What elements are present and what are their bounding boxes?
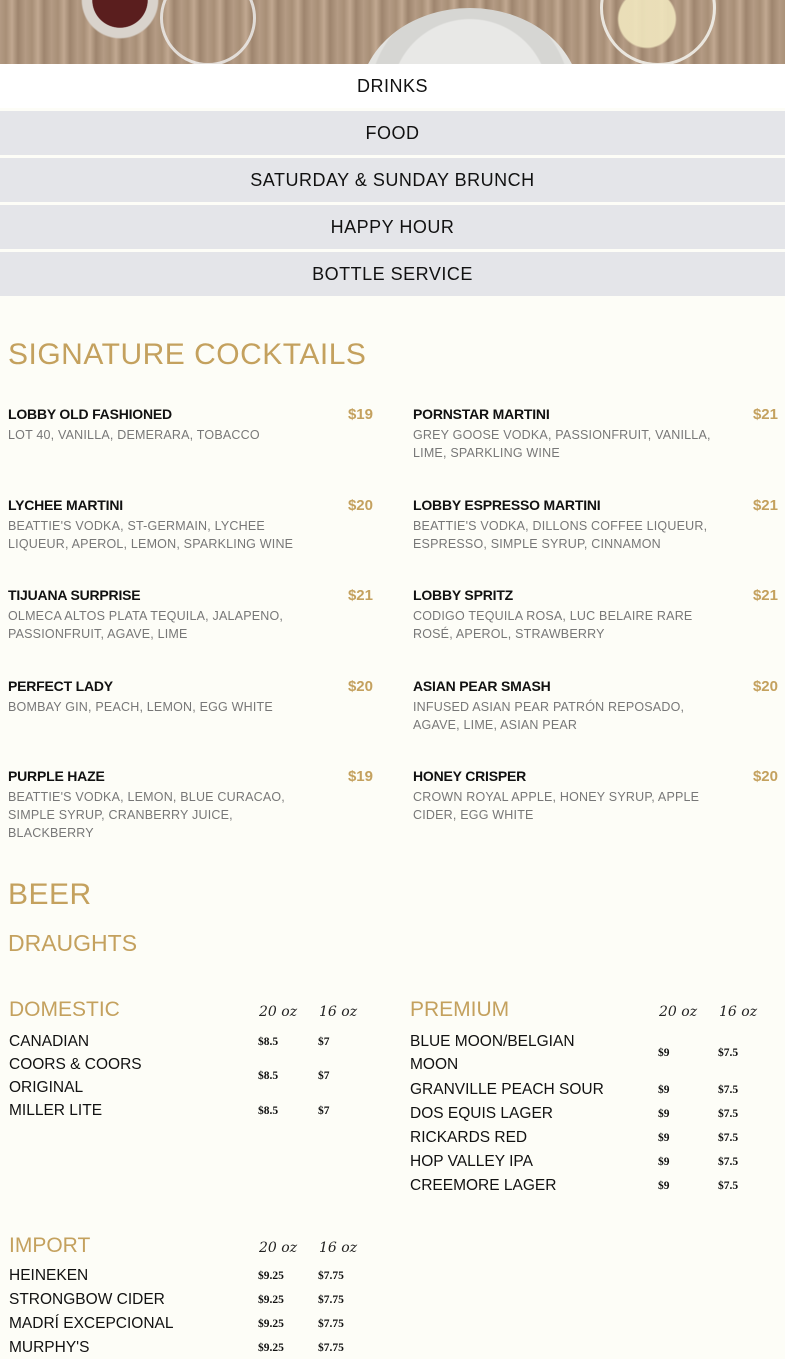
- beer-price-16oz: $7: [318, 1104, 330, 1117]
- beer-price-16oz: $7.75: [318, 1341, 344, 1354]
- beer-price-20oz: $9.25: [258, 1293, 284, 1306]
- beer-row: [410, 1126, 770, 1149]
- wine-glass-image: [70, 0, 170, 60]
- beer-category-label: DOMESTIC: [9, 998, 120, 1021]
- size-20oz-header: 20 oz: [259, 1240, 298, 1256]
- beer-name: STRONGBOW CIDER: [9, 1291, 165, 1308]
- beer-price-20oz: $9.25: [258, 1341, 284, 1354]
- cocktail-description: OLMECA ALTOS PLATA TEQUILA, JALAPENO, PASSIONFRUIT, AGAVE, LIME: [8, 609, 284, 641]
- size-16oz-header: 16 oz: [319, 1004, 358, 1020]
- beer-price-20oz: $9: [658, 1155, 670, 1168]
- size-20oz-header: 20 oz: [659, 1004, 698, 1020]
- cocktail-description: BOMBAY GIN, PEACH, LEMON, EGG WHITE: [8, 700, 273, 714]
- nav-item-brunch[interactable]: SATURDAY & SUNDAY BRUNCH: [0, 158, 785, 202]
- beer-row: [410, 1102, 770, 1125]
- cocktail-name: HONEY CRISPER: [413, 768, 527, 784]
- cocktail-name: LOBBY ESPRESSO MARTINI: [413, 497, 601, 513]
- beer-row: [410, 1174, 770, 1197]
- beer-price-20oz: $9: [658, 1107, 670, 1120]
- beer-name: COORS & COORS ORIGINAL: [9, 1056, 142, 1096]
- beer-name: CREEMORE LAGER: [410, 1177, 557, 1194]
- cocktail-description: GREY GOOSE VODKA, PASSIONFRUIT, VANILLA, LIME, SPARKLING WINE: [413, 428, 711, 460]
- size-16oz-header: 16 oz: [319, 1240, 358, 1256]
- size-16oz-header: 16 oz: [719, 1004, 758, 1020]
- cocktail-item: [8, 497, 373, 553]
- cocktail-description: LOT 40, VANILLA, DEMERARA, TOBACCO: [8, 428, 260, 442]
- cocktail-price: $21: [752, 497, 778, 514]
- beer-price-16oz: $7.75: [318, 1269, 344, 1282]
- cocktail-description: CODIGO TEQUILA ROSA, LUC BELAIRE RARE ROSÉ, APEROL, STRAWBERRY: [413, 609, 693, 641]
- cocktail-name: ASIAN PEAR SMASH: [413, 678, 551, 694]
- beer-category-label: IMPORT: [9, 1234, 91, 1257]
- cocktail-item: [413, 768, 778, 824]
- beer-row: [9, 1288, 369, 1311]
- cocktail-price: $20: [347, 678, 373, 695]
- nav-item-happy-hour[interactable]: HAPPY HOUR: [0, 205, 785, 249]
- beer-price-20oz: $8.5: [258, 1035, 279, 1048]
- plate-image: [360, 8, 580, 64]
- nav-item-bottle-service[interactable]: BOTTLE SERVICE: [0, 252, 785, 296]
- cocktail-price: $20: [752, 678, 778, 695]
- beer-name: MADRÍ EXCEPCIONAL: [9, 1315, 174, 1332]
- cocktail-name: PURPLE HAZE: [8, 768, 105, 784]
- beer-row: [410, 1030, 770, 1076]
- beer-row: [9, 1030, 369, 1053]
- cocktail-item: [8, 678, 373, 716]
- beer-name: MURPHY'S: [9, 1339, 90, 1356]
- beer-group-premium: [410, 998, 770, 1197]
- cocktail-name: TIJUANA SURPRISE: [8, 587, 141, 603]
- beer-name: MILLER LITE: [9, 1102, 103, 1119]
- cocktail-name: PERFECT LADY: [8, 678, 113, 694]
- cocktail-description: CROWN ROYAL APPLE, HONEY SYRUP, APPLE CIDER, EGG WHITE: [413, 790, 700, 822]
- subsection-title-draughts: DRAUGHTS: [8, 930, 138, 956]
- cocktail-description: INFUSED ASIAN PEAR PATRÓN REPOSADO, AGAVE, LIME, ASIAN PEAR: [413, 700, 685, 732]
- beer-name: GRANVILLE PEACH SOUR: [410, 1081, 604, 1098]
- beer-name: HEINEKEN: [9, 1267, 89, 1284]
- beer-price-16oz: $7.75: [318, 1317, 344, 1330]
- menu-nav: [0, 64, 785, 299]
- cocktail-item: [8, 587, 373, 643]
- size-20oz-header: 20 oz: [259, 1004, 298, 1020]
- cocktail-price: $21: [752, 406, 778, 423]
- beer-price-16oz: $7.5: [718, 1107, 739, 1120]
- cocktail-item: [413, 497, 778, 553]
- beer-row: [9, 1099, 369, 1122]
- beer-price-20oz: $9: [658, 1047, 670, 1059]
- cocktail-name: PORNSTAR MARTINI: [413, 406, 550, 422]
- cocktail-description: BEATTIE'S VODKA, DILLONS COFFEE LIQUEUR, ESPRESSO, SIMPLE SYRUP, CINNAMON: [413, 519, 708, 551]
- beer-price-16oz: $7.5: [718, 1155, 739, 1168]
- beer-name: RICKARDS RED: [410, 1129, 528, 1146]
- beer-price-20oz: $9: [658, 1179, 670, 1192]
- cocktail-item: [413, 678, 778, 734]
- beer-name: BLUE MOON/BELGIAN MOON: [410, 1033, 575, 1073]
- cocktail-price: $19: [347, 768, 373, 785]
- cocktail-price: $20: [752, 768, 778, 785]
- beer-price-20oz: $8.5: [258, 1104, 279, 1117]
- cocktail-price: $21: [347, 587, 373, 604]
- beer-name: DOS EQUIS LAGER: [410, 1105, 553, 1122]
- beer-price-16oz: $7.5: [718, 1131, 739, 1144]
- beer-price-16oz: $7: [318, 1035, 330, 1048]
- beer-row: [9, 1312, 369, 1335]
- beer-price-20oz: $9: [658, 1131, 670, 1144]
- beer-group-import: [9, 1234, 369, 1359]
- nav-item-drinks[interactable]: DRINKS: [0, 64, 785, 108]
- beer-price-16oz: $7.5: [718, 1179, 739, 1192]
- cocktail-description: BEATTIE'S VODKA, LEMON, BLUE CURACAO, SIMPLE SYRUP, CRANBERRY JUICE, BLACKBERRY: [8, 790, 285, 840]
- beer-group-domestic: [9, 998, 369, 1122]
- cocktail-name: LYCHEE MARTINI: [8, 497, 123, 513]
- cocktail-item: [413, 587, 778, 643]
- cocktail-item: [8, 768, 373, 842]
- cocktail-item: [8, 406, 373, 444]
- hero-image: [0, 0, 785, 64]
- cocktail-description: BEATTIE'S VODKA, ST-GERMAIN, LYCHEE LIQUEUR, APEROL, LEMON, SPARKLING WINE: [8, 519, 294, 551]
- beer-row: [410, 1150, 770, 1173]
- beer-name: CANADIAN: [9, 1033, 90, 1050]
- beer-price-20oz: $9.25: [258, 1269, 284, 1282]
- section-title-beer: BEER: [8, 878, 92, 911]
- nav-item-food[interactable]: FOOD: [0, 111, 785, 155]
- cocktail-price: $21: [752, 587, 778, 604]
- cocktail-price: $19: [347, 406, 373, 423]
- cocktail-glass-image: [600, 0, 716, 64]
- beer-price-16oz: $7.5: [718, 1083, 739, 1096]
- beer-price-20oz: $9: [658, 1083, 670, 1096]
- section-title-signature-cocktails: SIGNATURE COCKTAILS: [8, 338, 367, 371]
- beer-price-16oz: $7.75: [318, 1293, 344, 1306]
- cocktail-name: LOBBY SPRITZ: [413, 587, 514, 603]
- beer-price-16oz: $7.5: [718, 1047, 739, 1059]
- cocktail-price: $20: [347, 497, 373, 514]
- beer-price-20oz: $8.5: [258, 1070, 279, 1082]
- cocktail-item: [413, 406, 778, 462]
- glass-image: [160, 0, 256, 64]
- beer-row: [9, 1264, 369, 1287]
- beer-price-16oz: $7: [318, 1070, 330, 1082]
- beer-row: [9, 1053, 369, 1099]
- beer-price-20oz: $9.25: [258, 1317, 284, 1330]
- beer-row: [410, 1078, 770, 1101]
- cocktail-name: LOBBY OLD FASHIONED: [8, 406, 172, 422]
- beer-category-label: PREMIUM: [410, 998, 510, 1021]
- beer-name: HOP VALLEY IPA: [410, 1153, 533, 1170]
